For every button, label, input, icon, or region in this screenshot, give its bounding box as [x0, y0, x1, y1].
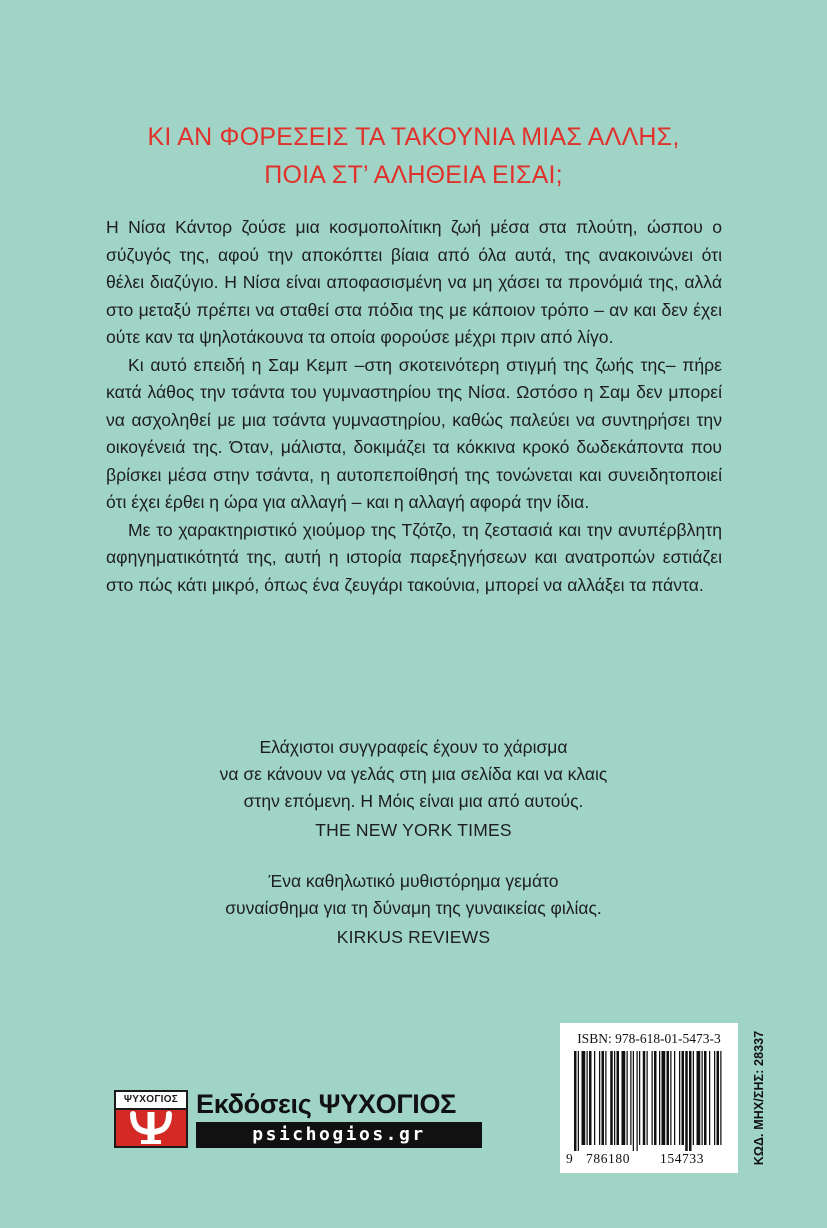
blurb: [106, 214, 722, 599]
psi-icon: [130, 1111, 172, 1145]
barcode-bar: [630, 1051, 631, 1145]
barcode-bar: [614, 1051, 615, 1145]
headline-line-1: ΚΙ ΑΝ ΦΟΡΕΣΕΙΣ ΤΑ ΤΑΚΟΥΝΙΑ ΜΙΑΣ ΑΛΛΗΣ,: [147, 123, 680, 151]
barcode-bar: [639, 1051, 640, 1145]
barcode-bar: [589, 1051, 592, 1145]
publisher-logo: [114, 1088, 484, 1150]
quote-line: Ένα καθηλωτικό μυθιστόρημα γεμάτο: [268, 871, 559, 891]
quote-source: THE NEW YORK TIMES: [315, 820, 512, 840]
barcode-bar: [627, 1051, 628, 1145]
barcode-bar: [582, 1051, 586, 1145]
barcode-bar: [689, 1051, 692, 1151]
barcode-bar: [674, 1051, 675, 1145]
barcode-bar: [574, 1051, 577, 1151]
product-code-text: ΚΩΔ. ΜΗΧ/ΣΗΣ: 28337: [752, 1030, 766, 1166]
barcode-bar: [643, 1051, 646, 1145]
barcode-bar: [667, 1051, 670, 1145]
barcode-bar: [670, 1051, 671, 1145]
publisher-mark-text: ΨΥΧΟΓΙΟΣ: [116, 1092, 186, 1110]
barcode-bar: [659, 1051, 660, 1145]
blurb-paragraph-2: Κι αυτό επειδή η Σαμ Κεμπ –στη σκοτεινότερη στιγμή της ζωής της– πήρε κατά λάθος την τσάντα του γυμναστηρίου της Νίσα. Ωστόσο η Σαμ δεν μπορεί να ασχοληθεί με μια τσάντα γυμναστηρίου, καθώς παλεύει να συντηρήσει την οικογένειά της. Όταν, μάλιστα, δοκιμάζει τα κόκκινα κροκό δωδεκάποντα που βρίσκει μέσα στην τσάντα, η αυτοπεποίθησή της τονώνεται και συνειδητοποιεί ότι έχει έρθει η ώρα για αλλαγή – και η αλλαγή αφορά την ίδια.: [106, 354, 722, 512]
barcode-bar: [622, 1051, 626, 1145]
barcode-bar: [709, 1051, 710, 1145]
barcode-bar: [720, 1051, 721, 1145]
barcode-bar: [714, 1051, 715, 1145]
barcode-bar: [679, 1051, 680, 1145]
barcode-bar: [685, 1051, 688, 1151]
barcode-bar: [652, 1051, 653, 1145]
barcode-bar: [587, 1051, 588, 1145]
barcode-bar: [693, 1051, 694, 1145]
barcode-bar: [637, 1051, 638, 1151]
barcode-bar: [594, 1051, 595, 1145]
barcode-digit-lead: 9: [566, 1151, 574, 1166]
headline: [0, 118, 827, 194]
isbn-number: ISBN: 978-618-01-5473-3: [577, 1031, 721, 1046]
barcode-digits-right: 154733: [660, 1151, 705, 1166]
barcode-bar: [647, 1051, 648, 1145]
quote-line: στην επόμενη. Η Μόις είναι μια από αυτούς.: [243, 791, 584, 811]
blurb-paragraph-1: Η Νίσα Κάντορ ζούσε μια κοσμοπολίτικη ζωή μέσα στα πλούτη, ώσπου ο σύζυγός της, αφού την αποκόπτει βίαια από όλα αυτά, της ανακοινώνει ότι θέλει διαζύγιο. Η Νίσα είναι αποφασισμένη να μη χάσει τα προνόμιά της, αλλά στο μεταξύ πρέπει να σταθεί στα πόδια της με κάποιον τρόπο – αν και δεν έχει ούτε καν τα ψηλοτάκουνα τα οποία φορούσε μέχρι πριν από λίγο.: [106, 217, 722, 347]
barcode-bar: [704, 1051, 707, 1145]
quote-source: KIRKUS REVIEWS: [336, 927, 491, 947]
barcode-bar: [662, 1051, 666, 1145]
barcode-bar: [654, 1051, 657, 1145]
barcode-bar: [578, 1051, 579, 1151]
barcode-bar: [617, 1051, 620, 1145]
review-quote-2: [0, 868, 827, 952]
barcode-bar: [717, 1051, 720, 1145]
barcode-bar: [602, 1051, 605, 1145]
publisher-name: Εκδόσεις ΨΥΧΟΓΙΟΣ: [196, 1089, 457, 1119]
barcode-digits-left: 786180: [586, 1151, 631, 1166]
publisher-mark: [114, 1090, 188, 1148]
barcode-bar: [610, 1051, 613, 1145]
barcode-box: [560, 1023, 738, 1173]
barcode-icon: [568, 1051, 730, 1151]
headline-line-2: ΠΟΙΑ ΣΤ’ ΑΛΗΘΕΙΑ ΕΙΣΑΙ;: [264, 161, 563, 189]
blurb-paragraph-3: Με το χαρακτηριστικό χιούμορ της Τζότζο, τη ζεστασιά και την ανυπέρβλητη αφηγηματικότητά της, αυτή η ιστορία παρεξηγήσεων και ανατροπών εστιάζει στο πώς κάτι μικρό, όπως ένα ζευγάρι τακούνια, μπορεί να αλλάξει τα πάντα.: [106, 519, 722, 595]
publisher-url: psichogios.gr: [196, 1122, 482, 1148]
barcode-bar: [702, 1051, 703, 1145]
product-code: [749, 1023, 769, 1173]
barcode-bar: [599, 1051, 600, 1145]
quote-line: συναίσθημα για τη δύναμη της γυναικείας φιλίας.: [225, 898, 602, 918]
review-quote-1: [0, 734, 827, 845]
quote-line: Ελάχιστοι συγγραφείς έχουν το χάρισμα: [259, 737, 568, 757]
barcode-bar: [682, 1051, 685, 1145]
quote-line: να σε κάνουν να γελάς στη μια σελίδα και να κλαις: [219, 764, 608, 784]
barcode-bar: [633, 1051, 634, 1151]
barcode-bar: [605, 1051, 606, 1145]
barcode-bar: [697, 1051, 701, 1145]
